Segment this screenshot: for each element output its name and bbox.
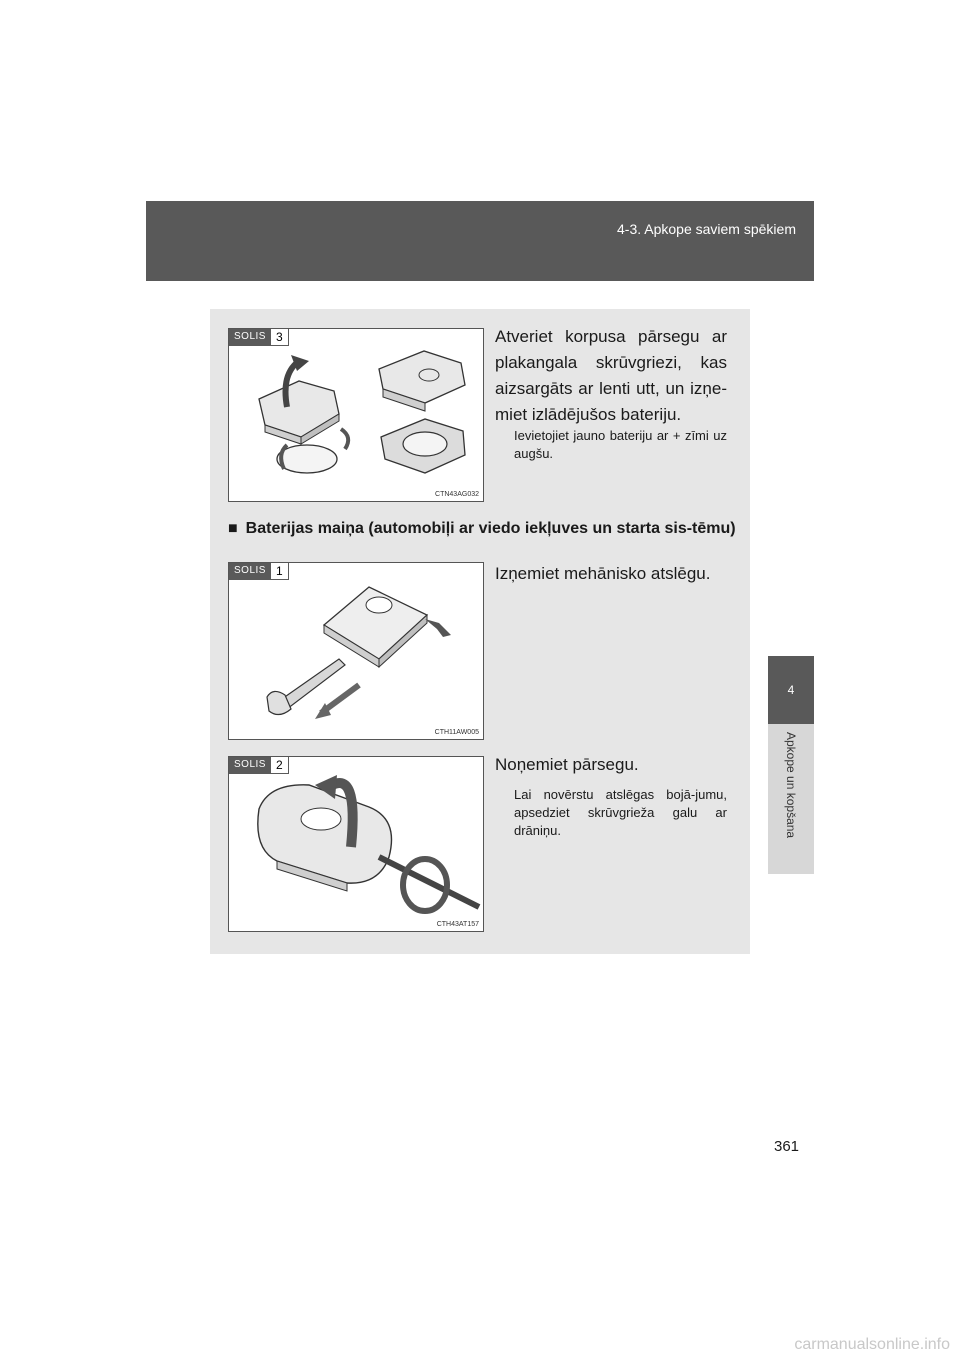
step-badge-number: 1	[271, 563, 289, 580]
figure-step-2	[228, 756, 484, 932]
chapter-tab-text: Apkope un kopšana	[784, 732, 798, 839]
figure-step-1	[228, 562, 484, 740]
chapter-tab-label[interactable]	[768, 724, 814, 874]
step-badge-label: SOLIS	[229, 563, 271, 580]
step-2-text: Noņemiet pārsegu.	[495, 755, 639, 774]
step-2-note: Lai novērstu atslēgas bojā-jumu, apsedziet skrūvgrieža galu ar drāniņu.	[514, 787, 727, 838]
section-heading-text: Baterijas maiņa (automobiļi ar viedo iekļuves un starta sis-tēmu)	[245, 520, 736, 537]
step-badge-number: 3	[271, 329, 289, 346]
section-heading	[228, 516, 736, 541]
figure-code: CTH11AW005	[434, 729, 479, 736]
key-battery-illustration	[229, 329, 483, 501]
header-band	[146, 201, 814, 281]
step-1-text: Izņemiet mehānisko atslēgu.	[495, 564, 711, 583]
step-badge-label: SOLIS	[229, 757, 271, 774]
step-badge-label: SOLIS	[229, 329, 271, 346]
section-bullet: ■	[228, 520, 238, 537]
page-number: 361	[774, 1138, 800, 1155]
step-3-note: Ievietojiet jauno bateriju ar + zīmi uz augšu.	[514, 428, 727, 461]
chapter-tab-number[interactable]: 4	[768, 656, 814, 724]
figure-code: CTH43AT157	[436, 921, 479, 928]
watermark: carmanualsonline.info	[794, 1336, 950, 1353]
figure-step-3	[228, 328, 484, 502]
figure-code: CTN43AG032	[435, 491, 479, 498]
step-3-text: Atveriet korpusa pārsegu ar plakangala skrūvgriezi, kas aizsargāts ar lenti utt, un izņe-miet izlādējušos bateriju.	[495, 327, 727, 424]
smart-key-illustration	[229, 563, 483, 739]
section-title: 4-3. Apkope saviem spēkiem	[617, 221, 796, 237]
remove-cover-illustration	[229, 757, 483, 931]
step-badge-number: 2	[271, 757, 289, 774]
